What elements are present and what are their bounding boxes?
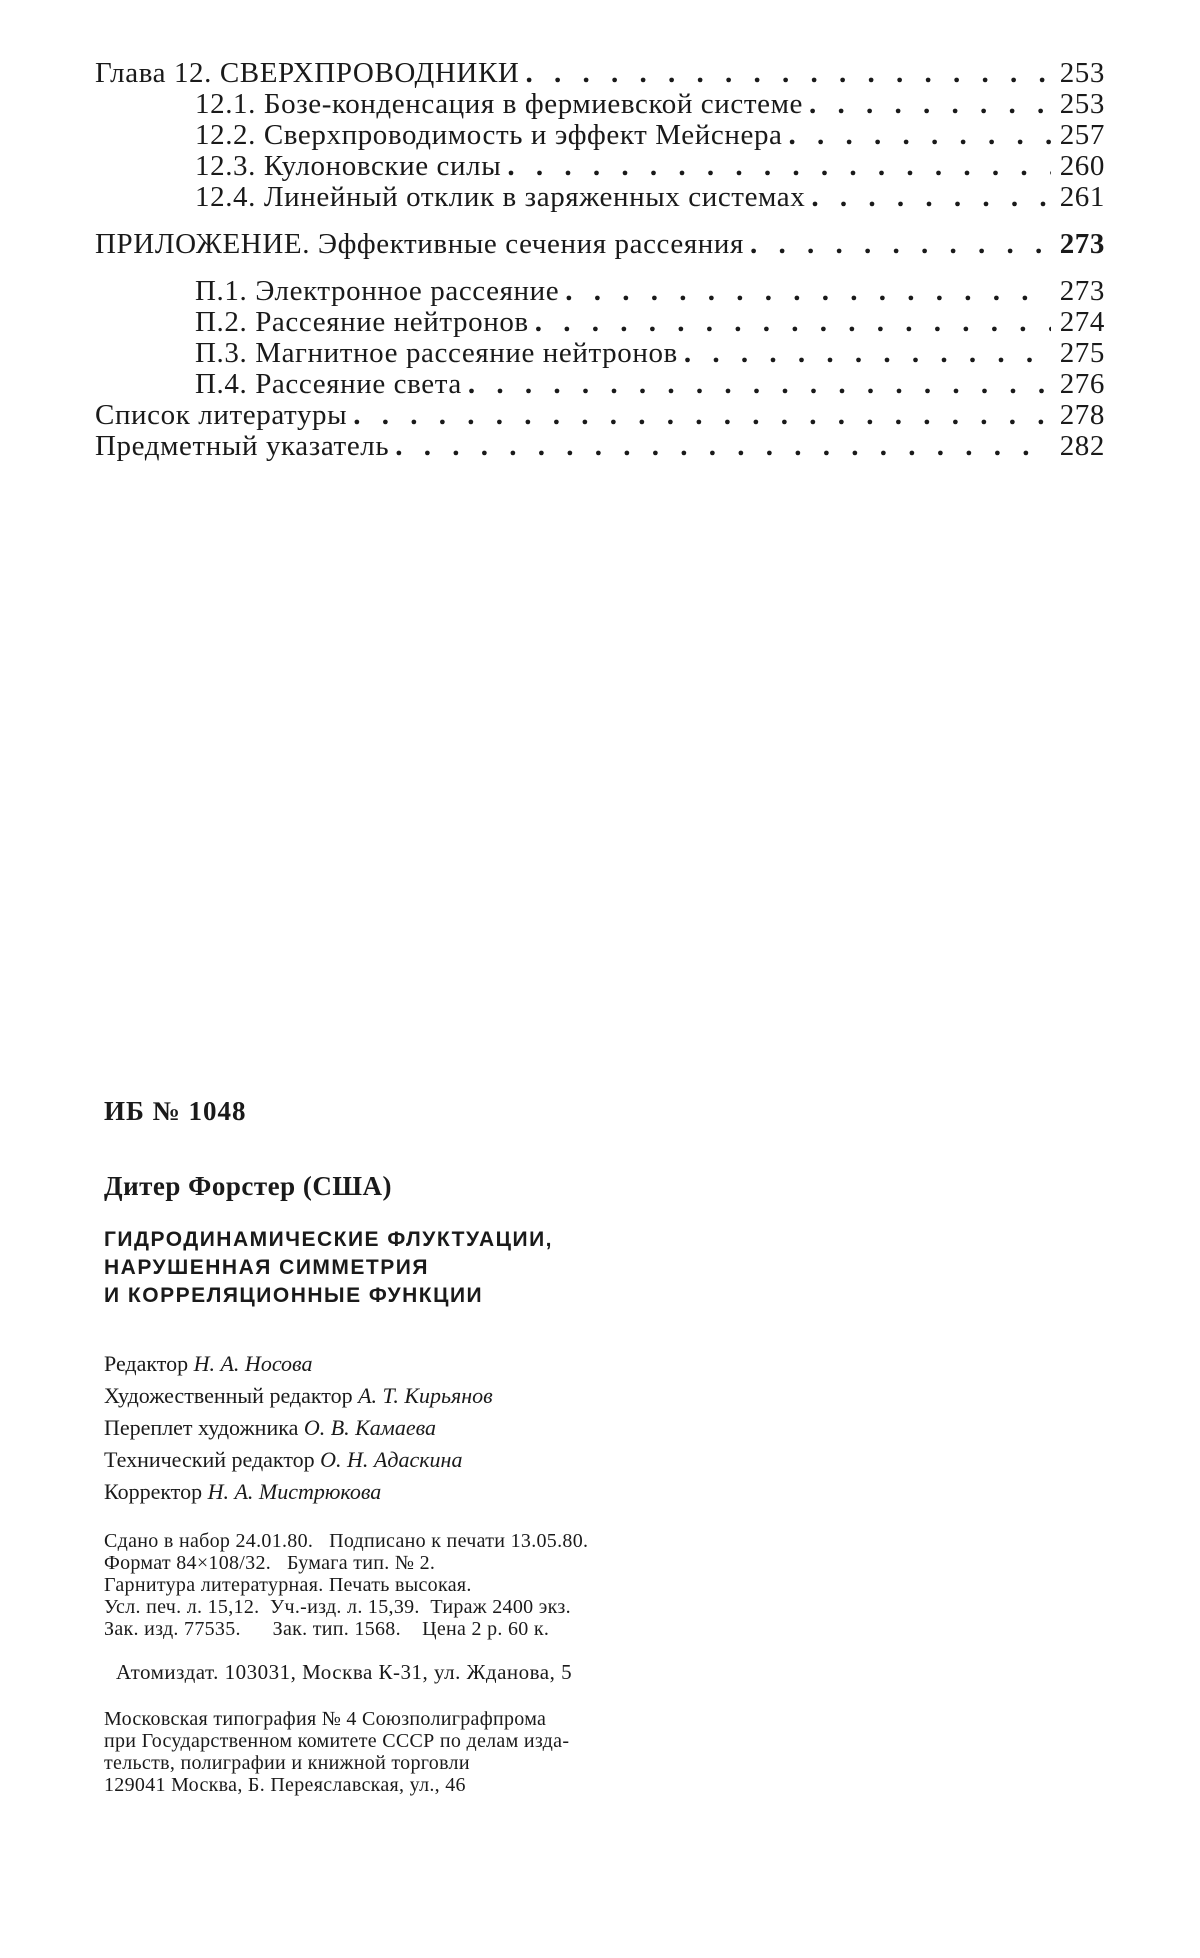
book-title-line: ГИДРОДИНАМИЧЕСКИЕ ФЛУКТУАЦИИ, bbox=[104, 1228, 554, 1251]
printer-info-line: при Государственном комитете СССР по делам изда- bbox=[104, 1730, 570, 1752]
ib-number: ИБ № 1048 bbox=[104, 1096, 247, 1126]
toc-entry-title: 12.2. Сверхпроводимость и эффект Мейснера bbox=[195, 119, 783, 151]
toc-leader-dots bbox=[535, 307, 1051, 338]
print-details bbox=[104, 1530, 864, 1640]
printer-info bbox=[104, 1708, 864, 1796]
toc-leader-dots bbox=[468, 369, 1051, 400]
toc-entry-appendix[interactable] bbox=[95, 229, 1105, 260]
book-title-line: И КОРРЕЛЯЦИОННЫЕ ФУНКЦИИ bbox=[104, 1284, 484, 1307]
toc-leader-dots bbox=[353, 400, 1051, 431]
toc-entry-12-4[interactable] bbox=[95, 182, 1105, 213]
credit-binding-artist bbox=[104, 1412, 864, 1444]
toc-leader-dots bbox=[809, 89, 1051, 120]
toc-entry-p-1[interactable] bbox=[95, 276, 1105, 307]
toc-entry-title: П.1. Электронное рассеяние bbox=[195, 275, 560, 307]
print-details-line: Сдано в набор 24.01.80. Подписано к печати 13.05.80. bbox=[104, 1530, 589, 1552]
toc-entry-subject-index[interactable] bbox=[95, 431, 1105, 462]
toc-entry-title: П.3. Магнитное рассеяние нейтронов bbox=[195, 337, 678, 369]
print-details-line: Усл. печ. л. 15,12. Уч.-изд. л. 15,39. Тираж 2400 экз. bbox=[104, 1596, 571, 1618]
toc-entry-page: 278 bbox=[1059, 399, 1105, 431]
toc-entry-page: 273 bbox=[1059, 275, 1105, 307]
print-details-line: Гарнитура литературная. Печать высокая. bbox=[104, 1574, 472, 1596]
credit-role: Корректор bbox=[104, 1479, 203, 1504]
colophon bbox=[104, 1096, 864, 1796]
credits-list bbox=[104, 1348, 864, 1508]
toc-entry-title: П.2. Рассеяние нейтронов bbox=[195, 306, 529, 338]
toc-leader-dots bbox=[750, 229, 1051, 260]
credit-art-editor bbox=[104, 1380, 864, 1412]
printer-info-line: Московская типография № 4 Союзполиграфпрома bbox=[104, 1708, 547, 1730]
toc-leader-dots bbox=[684, 338, 1051, 369]
credit-person: Н. А. Мистрюкова bbox=[207, 1479, 382, 1504]
credit-person: А. Т. Кирьянов bbox=[358, 1383, 493, 1408]
toc-entry-page: 253 bbox=[1059, 57, 1105, 89]
printer-info-line: тельств, полиграфии и книжной торговли bbox=[104, 1752, 470, 1774]
credit-person: О. Н. Адаскина bbox=[320, 1447, 463, 1472]
printer-info-line: 129041 Москва, Б. Переяславская, ул., 46 bbox=[104, 1774, 466, 1796]
toc-entry-page: 260 bbox=[1059, 150, 1105, 182]
author-name: Дитер Форстер (США) bbox=[104, 1171, 392, 1201]
toc-entry-page: 276 bbox=[1059, 368, 1105, 400]
toc-entry-page: 282 bbox=[1059, 430, 1105, 462]
credit-editor bbox=[104, 1348, 864, 1380]
toc-entry-title: П.4. Рассеяние света bbox=[195, 368, 462, 400]
toc-entry-title: ПРИЛОЖЕНИЕ. Эффективные сечения рассеяния bbox=[95, 228, 744, 260]
print-details-line: Формат 84×108/32. Бумага тип. № 2. bbox=[104, 1552, 436, 1574]
credit-role: Художественный редактор bbox=[104, 1383, 353, 1408]
toc-entry-page: 257 bbox=[1059, 119, 1105, 151]
toc-entry-title: Предметный указатель bbox=[95, 430, 390, 462]
toc-leader-dots bbox=[525, 58, 1051, 89]
toc-entry-p-4[interactable] bbox=[95, 369, 1105, 400]
toc-entry-page: 274 bbox=[1059, 306, 1105, 338]
book-title bbox=[104, 1226, 864, 1310]
toc-leader-dots bbox=[811, 182, 1051, 213]
toc-entry-title: Список литературы bbox=[95, 399, 348, 431]
toc-entry-p-2[interactable] bbox=[95, 307, 1105, 338]
toc-leader-dots bbox=[395, 431, 1051, 462]
print-details-line: Зак. изд. 77535. Зак. тип. 1568. Цена 2 р. 60 к. bbox=[104, 1618, 550, 1640]
credit-person: Н. А. Носова bbox=[193, 1351, 313, 1376]
toc-entry-page: 275 bbox=[1059, 337, 1105, 369]
book-title-line: НАРУШЕННАЯ СИММЕТРИЯ bbox=[104, 1256, 429, 1279]
toc-entry-p-3[interactable] bbox=[95, 338, 1105, 369]
toc-leader-dots bbox=[565, 276, 1051, 307]
toc-entry-12-1[interactable] bbox=[95, 89, 1105, 120]
toc-entry-title: 12.4. Линейный отклик в заряженных системах bbox=[195, 181, 806, 213]
toc-leader-dots bbox=[507, 151, 1051, 182]
toc-entry-title: Глава 12. СВЕРХПРОВОДНИКИ bbox=[95, 57, 520, 89]
toc-entry-title: 12.3. Кулоновские силы bbox=[195, 150, 502, 182]
credit-proofreader bbox=[104, 1476, 864, 1508]
credit-role: Технический редактор bbox=[104, 1447, 315, 1472]
credit-role: Редактор bbox=[104, 1351, 189, 1376]
toc-entry-12-3[interactable] bbox=[95, 151, 1105, 182]
credit-role: Переплет художника bbox=[104, 1415, 299, 1440]
publisher-address: Атомиздат. 103031, Москва К-31, ул. Жданова, 5 bbox=[116, 1660, 573, 1684]
toc-entry-page: 261 bbox=[1059, 181, 1105, 213]
toc-entry-page: 273 bbox=[1059, 228, 1105, 260]
credit-technical-editor bbox=[104, 1444, 864, 1476]
toc-entry-chapter-12[interactable] bbox=[95, 58, 1105, 89]
toc-entry-page: 253 bbox=[1059, 88, 1105, 120]
table-of-contents bbox=[95, 58, 1105, 462]
toc-entry-title: 12.1. Бозе-конденсация в фермиевской системе bbox=[195, 88, 804, 120]
toc-leader-dots bbox=[789, 120, 1051, 151]
credit-person: О. В. Камаева bbox=[303, 1415, 436, 1440]
toc-entry-12-2[interactable] bbox=[95, 120, 1105, 151]
toc-entry-bibliography[interactable] bbox=[95, 400, 1105, 431]
